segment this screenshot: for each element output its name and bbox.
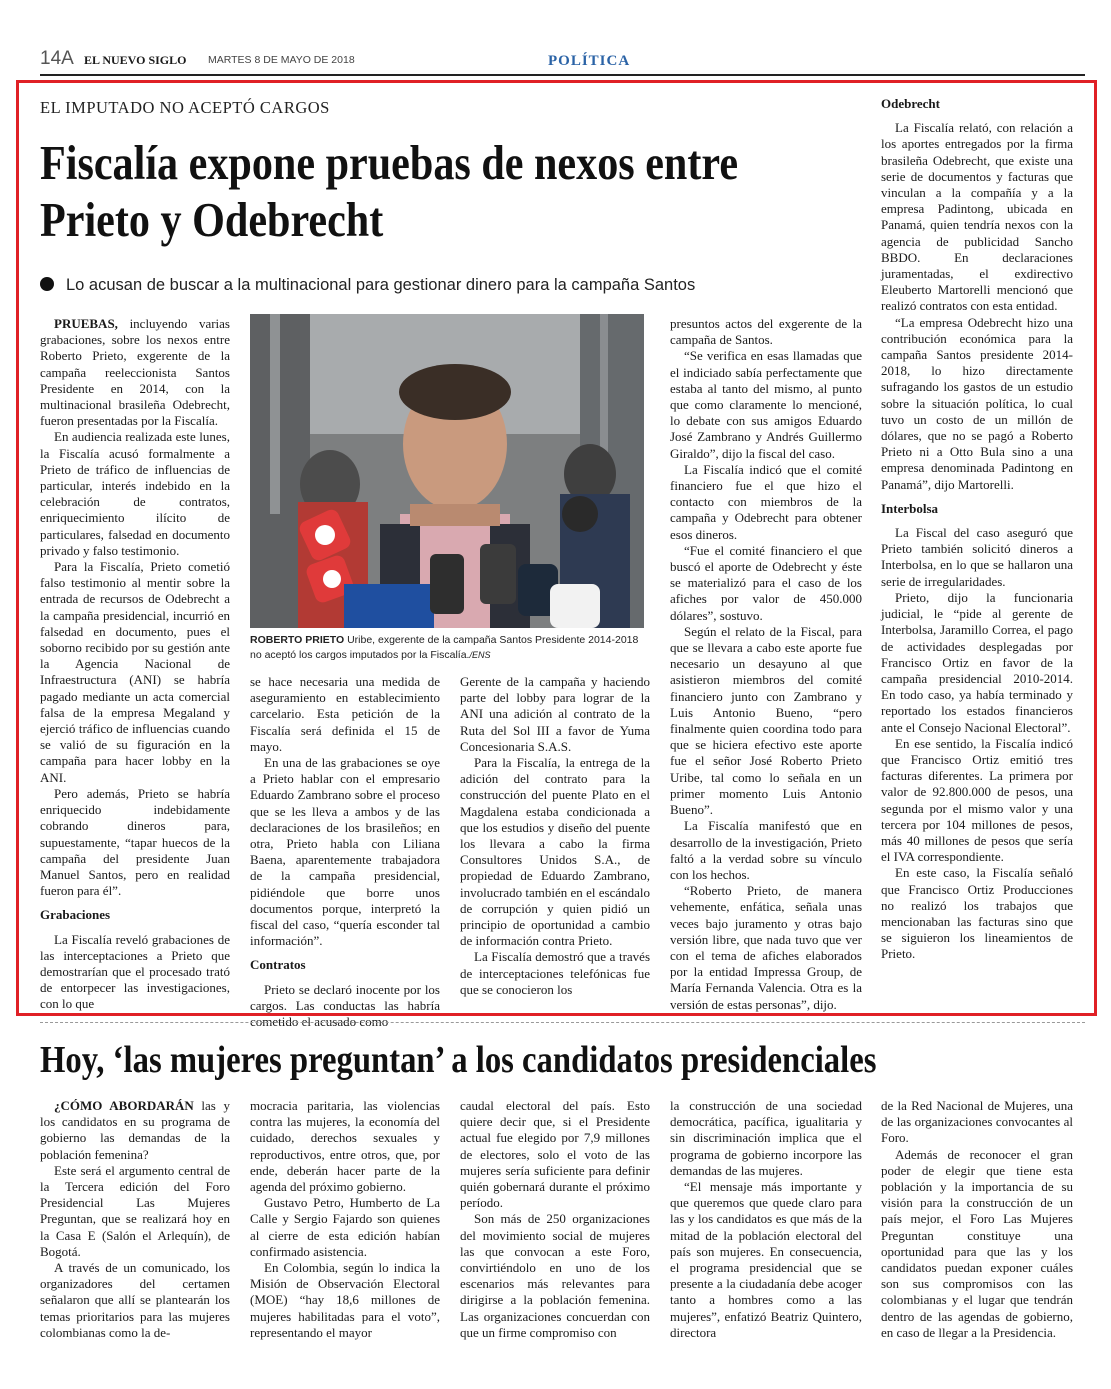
article-column-5 (881, 96, 1073, 1006)
paragraph: Para la Fiscalía, la entrega de la adición del contrato para la construcción del puente Plato en el Magdalena estaba condicionada a que los estudios y diseño del puente los llevara a cabo la firma Consultores Unidos S.A., de propiedad de Eduardo Zambrano, involucrado también en el escándalo de corrupción y quien pidió un principio de oportunidad a cambio de información contra Prieto. (460, 755, 650, 949)
second-article-column-2 (250, 1098, 440, 1338)
paragraph: La Fiscalía reveló grabaciones de las interceptaciones a Prieto que demostrarían que el procesado trató de entorpecer las investigaciones, con lo que (40, 931, 230, 1012)
paragraph: La Fiscalía manifestó que en desarrollo de la investigación, Prieto faltó a la verdad sobre su vínculo con los hechos. (670, 818, 862, 882)
paragraph: En Colombia, según lo indica la Misión de Observación Electoral (MOE) “hay 18,6 millones de mujeres habilitadas para el voto”, representando el mayor (250, 1260, 440, 1340)
paragraph: presuntos actos del exgerente de la campaña de Santos. (670, 316, 862, 348)
section-name: POLÍTICA (548, 53, 631, 69)
paragraph: Gustavo Petro, Humberto de La Calle y Sergio Fajardo son quienes al cierre de esta edición habían confirmado asistencia. (250, 1195, 440, 1259)
paragraph: La Fiscalía demostró que a través de interceptaciones telefónicas fue que se conocieron los (460, 949, 650, 997)
paragraph: En una de las grabaciones se oye a Prieto hablar con el empresario Eduardo Zambrano sobre el proceso que se les lleva a ambos y de las declaraciones de los brasileños; en otra, Prieto habla con Liliana Baena, aparentemente trabajadora de la campaña presidencial, pidiéndole que borre unos documentos porque, interpretó la fiscal del caso, “quería esconder tal información”. (250, 755, 440, 949)
caption-name: ROBERTO PRIETO (250, 634, 345, 646)
paragraph: la construcción de una sociedad democrática, pacífica, igualitaria y sin discriminación implica que el programa de gobierno incorpore las demandas de las mujeres. (670, 1098, 862, 1178)
article-column-1 (40, 316, 230, 1012)
issue-date: MARTES 8 DE MAYO DE 2018 (208, 54, 355, 66)
paragraph: La Fiscalía indicó que el comité financiero fue el que hizo el contacto con miembros de la campaña y Odebrecht para obtener esos dineros. (670, 461, 862, 542)
paragraph: “La empresa Odebrecht hizo una contribución económica para la campaña Santos presidente 2014-2018, lo hizo directamente sufragando los gastos de un estudio sobre la situación política, lo cual tuvo un costo de un millón de dólares, que no se pagó a Roberto Prieto ni a Otto Bula sino a una empresa denominada Padintong en Panamá”, dijo Martorelli. (881, 314, 1073, 492)
second-article-column-4 (670, 1098, 862, 1338)
paragraph: incluyendo varias grabaciones, sobre los nexos entre Roberto Prieto, exgerente de la campaña reeleccionista Santos Presidente en 2014, con la multinacional brasileña Odebrecht, fueron presentadas por la Fiscalía. (40, 316, 230, 429)
press-scrum-photo (250, 314, 644, 628)
second-article-column-1 (40, 1098, 230, 1338)
photo-credit: /ENS (469, 650, 491, 660)
newspaper-name: EL NUEVO SIGLO (84, 53, 187, 67)
paragraph: Este será el argumento central de la Tercera edición del Foro Presidencial Las Mujeres Preguntan, que se realizará hoy en la Casa E (Salón el Arlequín), de Bogotá. (40, 1162, 230, 1259)
subheading: Interbolsa (881, 500, 939, 516)
caption-text: Uribe, exgerente de la campaña Santos Presidente 2014-2018 no aceptó los cargos imputados por la Fiscalía. (250, 634, 639, 661)
paragraph: A través de un comunicado, los organizadores del certamen señalaron que allí se plantearán los temas prioritarios para las mujeres colombianas como la de- (40, 1260, 230, 1340)
masthead (40, 48, 1085, 76)
subheading: Odebrecht (881, 96, 940, 111)
article-headline: Fiscalía expone pruebas de nexos entre Prieto y Odebrecht (40, 135, 739, 247)
paragraph: En este caso, la Fiscalía señaló que Francisco Ortiz Producciones no realizó los trabajos que mencionaban las facturas sino que se siguieron los lineamientos de Prieto. (881, 865, 1073, 962)
bullet-icon (40, 277, 54, 291)
paragraph: se hace necesaria una medida de aseguramiento en establecimiento carcelario. Esta petición de la Fiscalía será definida el 15 de mayo. (250, 674, 440, 754)
paragraph: En ese sentido, la Fiscalía indicó que Francisco Ortiz emitió tres facturas diferentes. La primera por valor de 92.800.000 de pesos, una segunda por el mismo valor y una tercera por 104 millones de pesos, más 40 millones de pesos que sería el IVA correspondiente. (881, 735, 1073, 865)
paragraph: “Se verifica en esas llamadas que el indiciado sabía perfectamente que estaba al tanto del mismo, al punto que como claramente lo mencioné, lo debate con sus amigos Eduardo José Zambrano y Andrés Guillermo Giraldo”, dijo la fiscal del caso. (670, 348, 862, 461)
page-number: 14A (40, 48, 74, 69)
article-divider (40, 1022, 1085, 1023)
paragraph: Prieto se declaró inocente por los cargos. Las conductas las habría cometido el acusado como (250, 981, 440, 1030)
article-column-4 (670, 316, 862, 1012)
paragraph: Son más de 250 organizaciones del movimiento social de mujeres las que convocan a este Foro, convirtiéndolo en uno de los escenarios más relevantes para dirigirse a la población femenina. Las organizaciones concuerdan con que un firme compromiso con (460, 1211, 650, 1340)
paragraph: La Fiscalía relató, con relación a los aportes entregados por la firma brasileña Odebrecht, que existe una serie de documentos y facturas que vinculan a la compañía y a la empresa Padintong, ubicada en Panamá, quien tendría nexos con la agencia de publicidad Sancho BBDO. En declaraciones juramentadas, el exdirectivo Eleuberto Martorelli mencionó que realizó contratos con esta entidad. (881, 120, 1073, 314)
paragraph: “El mensaje más importante y que queremos que quede claro para las y los candidatos es que más de la mitad de la población electoral del país son mujeres. En consecuencia, el programa presidencial que se presente a la ciudadanía debe acoger tanto a hombres como a las mujeres”, enfatizó Beatriz Quintero, directora (670, 1179, 862, 1340)
paragraph: mocracia paritaria, las violencias contra las mujeres, la economía del cuidado, derechos sexuales y reproductivos, entre otros, que, por ende, deberán hacer parte de la agenda del próximo gobierno. (250, 1098, 440, 1195)
second-article-column-3 (460, 1098, 650, 1338)
article-column-3 (460, 674, 650, 1006)
photo-caption (250, 633, 644, 663)
paragraph: Además de reconocer el gran poder de elegir que tiene esta población y la importancia de su visión para la construcción de un país mejor, el Foro Las Mujeres Preguntan constituye una oportunidad para que las y los candidatos puedan exponer cuáles son sus compromisos con las colombianas y el lugar que tendrán dentro de las agendas de gobierno, en caso de llegar a la Presidencia. (881, 1146, 1073, 1340)
subhead-text: Lo acusan de buscar a la multinacional para gestionar dinero para la campaña Santos (66, 276, 696, 294)
article-kicker: EL IMPUTADO NO ACEPTÓ CARGOS (40, 98, 330, 117)
lead-word: ¿CÓMO ABORDARÁN (54, 1098, 194, 1113)
paragraph: las y los candidatos en su programa de gobierno las demandas de la población femenina? (40, 1098, 230, 1162)
second-article-column-5 (881, 1098, 1073, 1338)
paragraph: de la Red Nacional de Mujeres, una de las organizaciones convocantes al Foro. (881, 1098, 1073, 1146)
paragraph: En audiencia realizada este lunes, la Fiscalía acusó formalmente a Prieto de tráfico de influencias de particular, interés indebido en la celebración de contratos, enriquecimiento ilícito de particulares, falsedad en documento privado y falso testimonio. (40, 429, 230, 558)
article-subhead (40, 276, 860, 295)
paragraph: Pero además, Prieto se habría enriquecido indebidamente cobrando dineros para, supuestamente, “tapar huecos de la campaña del presidente Juan Manuel Santos, pero en realidad fueron para él”. (40, 785, 230, 899)
paragraph: Gerente de la campaña y haciendo parte del lobby para lograr de la ANI una adición al contrato de la Ruta del Sol III a favor de Yuma Concesionaria S.A.S. (460, 674, 650, 754)
subheading: Grabaciones (40, 907, 111, 923)
subheading: Contratos (250, 957, 306, 973)
article-column-2 (250, 674, 440, 1030)
article-photo (250, 314, 644, 628)
paragraph: Para la Fiscalía, Prieto cometió falso testimonio al mentir sobre la entrada de recursos de Odebrecht a la campaña presidencial, incurrió en falsedad en documento, pues el soborno recibido por su gestión ante la Agencia Nacional de Infraestructura (ANI) se habría pagado mediante un acta comercial falsa de la empresa Megaland y ejerció tráfico de influencias cuando se valió de su figuración en la campaña para hacer lobby en la ANI. (40, 559, 230, 785)
paragraph: caudal electoral del país. Esto quiere decir que, si el Presidente actual fue elegido por 7,9 millones de electores, solo el voto de las mujeres sería suficiente para definir quién gobernará durante el próximo período. (460, 1098, 650, 1211)
paragraph: Según el relato de la Fiscal, para que se llevara a cabo este aporte fue necesario un desayuno al que asistieron miembros del comité financiero junto con Zambrano y Luis Antonio Bueno, “pero finalmente quien coordina todo para que se hiciera efectivo este aporte fue el señor José Roberto Prieto Uribe, tal como lo señala en un primer momento Luis Antonio Bueno”. (670, 623, 862, 818)
paragraph: “Roberto Prieto, de manera vehemente, enfática, señala unas veces bajo juramento y otras bajo versión libre, que nada tuvo que ver con el tema de afiches elaborados por la entidad Impressa Group, de María Fernanda Valencia. Otra es la versión de estas personas”, dijo. (670, 883, 862, 1012)
paragraph: “Fue el comité financiero el que buscó el aporte de Odebrecht y éste se materializó para el caso de los afiches por valor de 450.000 dólares”, sostuvo. (670, 542, 862, 623)
second-article-headline: Hoy, ‘las mujeres preguntan’ a los candidatos presidenciales (40, 1039, 877, 1081)
paragraph: Prieto, dijo la funcionaria judicial, le “pide al gerente de Interbolsa, Jaramillo Correa, el pago de actividades desplegadas por Francisco Ortiz en favor de la campaña presidencial 2010-2014. En todo caso, ya había terminado y reportado los estados financieros ante el Consejo Nacional Electoral”. (881, 589, 1073, 735)
lead-word: PRUEBAS, (54, 316, 118, 331)
paragraph: La Fiscal del caso aseguró que Prieto también solicitó dineros a Interbolsa, en lo que se hallaron una serie de irregularidades. (881, 525, 1073, 589)
